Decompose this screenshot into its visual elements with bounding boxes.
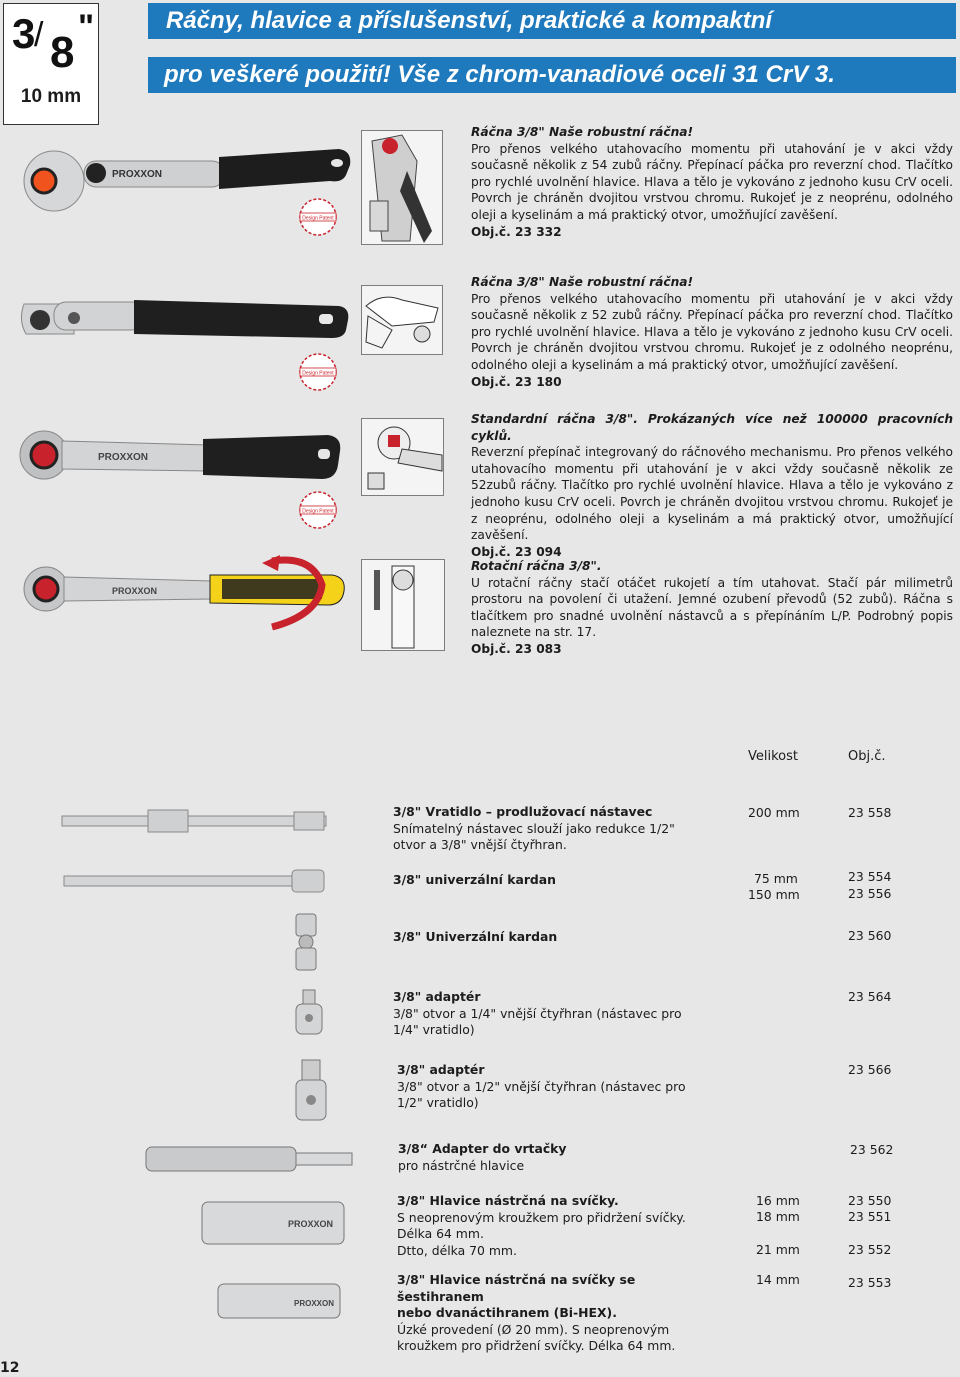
accessory-23560 bbox=[393, 929, 693, 946]
accessory-desc: Úzké provedení (Ø 20 mm). S neoprenovým kroužkem pro přidržení svíčky. Délka 64 mm. bbox=[397, 1321, 676, 1354]
product-description: Pro přenos velkého utahovacího momentu při utahování je v akci vždy současně několik z 52 zubů ráčny. Přepínací páčka pro reverzní chod. Tlačítko pro rychlé uvolnění hlavice. Hlava a tělo je vykováno z jednoho kusu CrV oceli. Povrch je chráněn dvojitou vrstvou chromu. Rukojeť je z odolného neoprénu, odolného oleji a kyselinám a má praktický otvor, umožňující zavěšení. bbox=[471, 291, 953, 372]
accessory-title: nebo dvanáctihranem (Bi-HEX). bbox=[397, 1305, 617, 1321]
size-box bbox=[3, 3, 99, 125]
svg-text:Design Patent: Design Patent bbox=[302, 508, 334, 515]
extension-kardan-image bbox=[60, 868, 328, 894]
product-title: Rotační ráčna 3/8". bbox=[471, 559, 602, 573]
order-value: 23 558 bbox=[848, 805, 892, 820]
accessory-23553 bbox=[397, 1272, 697, 1355]
size-value: 14 mm bbox=[756, 1272, 800, 1287]
title-band-2: pro veškeré použití! Vše z chrom-vanadiové oceli 31 CrV 3. bbox=[148, 57, 956, 93]
order-value: 23 554 bbox=[848, 869, 892, 884]
size-value: 150 mm bbox=[748, 887, 800, 902]
extension-bar-image bbox=[58, 808, 330, 834]
accessory-title: 3/8“ Adapter do vrtačky bbox=[398, 1141, 567, 1156]
size-mm: 10 mm bbox=[20, 86, 82, 107]
accessory-23566 bbox=[397, 1062, 697, 1112]
svg-text:Design Patent: Design Patent bbox=[302, 370, 334, 377]
ratchet-23180-image bbox=[14, 290, 354, 350]
accessory-desc: Délka 64 mm. bbox=[397, 1226, 484, 1242]
rotary-ratchet-23083-image bbox=[22, 555, 352, 635]
brand-label: PROXXON bbox=[112, 169, 163, 180]
size-inch-mark: " bbox=[78, 8, 95, 46]
accessory-desc: S neoprenovým kroužkem pro přidržení svíčky. bbox=[397, 1209, 686, 1225]
col-header-size: Velikost bbox=[748, 749, 798, 764]
accessory-desc: 3/8" otvor a 1/4" vnější čtyřhran (nástavec pro 1/4" vratidlo) bbox=[393, 1005, 682, 1038]
order-value: 23 564 bbox=[848, 989, 892, 1004]
accessory-desc: 3/8" otvor a 1/2" vnější čtyřhran (nástavec pro 1/2" vratidlo) bbox=[397, 1078, 686, 1111]
ratchet-23180-detail-image bbox=[361, 285, 443, 355]
spark-plug-socket-hex-image bbox=[214, 1280, 344, 1322]
product-23180 bbox=[471, 274, 953, 390]
product-order-no: Obj.č. 23 180 bbox=[471, 374, 562, 389]
product-title: Standardní ráčna 3/8". Prokázaných více než 100000 pracovních cyklů. bbox=[471, 412, 953, 443]
order-value: 23 562 bbox=[850, 1142, 894, 1157]
order-value: 23 553 bbox=[848, 1275, 892, 1290]
accessory-desc: Snímatelný nástavec slouží jako redukce 1/2" otvor a 3/8" vnější čtyřhran. bbox=[393, 820, 675, 853]
svg-text:Design Patent: Design Patent bbox=[302, 215, 334, 222]
accessory-title: 3/8" Univerzální kardan bbox=[393, 929, 558, 944]
product-description: Pro přenos velkého utahovacího momentu při utahování je v akci vždy současně několik z 54 zubů ráčny. Přepínací páčka pro reverzní chod. Tlačítko pro rychlé uvolnění hlavice. Hlava a tělo je vykováno z jednoho kusu CrV oceli. Povrch je chráněn dvojitou vrstvou chromu. Rukojeť je z neoprénu, odolného oleji a kyselinám a má praktický otvor, umožňující zavěšení. bbox=[471, 141, 953, 222]
size-value: 16 mm bbox=[756, 1193, 800, 1208]
title-band-1: Ráčny, hlavice a příslušenství, praktické a kompaktní bbox=[148, 3, 956, 39]
order-value: 23 551 bbox=[848, 1209, 892, 1224]
accessory-title: 3/8" univerzální kardan bbox=[393, 872, 556, 887]
product-description: Reverzní přepínač integrovaný do ráčnového mechanismu. Pro přenos velkého utahovacího momentu při utahování je v akci vždy současně několik ze 52zubů ráčny. Tlačítko pro rychlé uvolnění hlavice. Hlava a tělo je vykováno z jednoho kusu CrV oceli. Povrch je chráněn dvojitou vrstvou chromu. Rukojeť je z neoprénu, odolného oleji a kyselinám a má praktický otvor, umožňující zavěšení. bbox=[471, 445, 953, 543]
size-value: 75 mm bbox=[754, 871, 798, 886]
order-value: 23 566 bbox=[848, 1062, 892, 1077]
order-value: 23 560 bbox=[848, 928, 892, 943]
order-value: 23 552 bbox=[848, 1242, 892, 1257]
product-title: Ráčna 3/8" Naše robustní ráčna! bbox=[471, 275, 694, 289]
product-23083 bbox=[471, 558, 953, 658]
order-value: 23 550 bbox=[848, 1193, 892, 1208]
size-value: 18 mm bbox=[756, 1209, 800, 1224]
size-numerator: 3 bbox=[12, 10, 36, 57]
product-23094 bbox=[471, 411, 953, 560]
accessory-title: 3/8" Vratidlo – prodlužovací nástavec bbox=[393, 804, 653, 819]
accessory-title: 3/8" adaptér bbox=[393, 989, 481, 1004]
accessory-desc: pro nástrčné hlavice bbox=[398, 1157, 525, 1173]
adapter-image bbox=[292, 1058, 330, 1126]
size-denominator: 8 bbox=[50, 28, 75, 77]
product-order-no: Obj.č. 23 083 bbox=[471, 641, 562, 656]
rotary-ratchet-23083-detail-image bbox=[361, 559, 445, 651]
page-number: 12 bbox=[0, 1360, 20, 1376]
svg-text:PROXXON: PROXXON bbox=[294, 1299, 335, 1308]
accessory-23550 bbox=[397, 1193, 697, 1259]
universal-joint-image bbox=[286, 912, 326, 974]
accessory-23558 bbox=[393, 804, 693, 854]
accessory-23562 bbox=[398, 1141, 698, 1174]
accessory-title: 3/8" adaptér bbox=[397, 1062, 485, 1077]
ratchet-23094-detail-image bbox=[361, 418, 444, 496]
col-header-order-no: Obj.č. bbox=[848, 749, 886, 764]
accessory-23554 bbox=[393, 872, 693, 889]
adapter-image bbox=[292, 988, 326, 1038]
design-patent-badge bbox=[298, 352, 338, 392]
accessory-title: 3/8" Hlavice nástrčná na svíčky. bbox=[397, 1193, 619, 1208]
size-value: 200 mm bbox=[748, 805, 800, 820]
design-patent-badge bbox=[298, 490, 338, 530]
design-patent-badge bbox=[298, 197, 338, 237]
product-order-no: Obj.č. 23 094 bbox=[471, 544, 562, 559]
drill-adapter-image bbox=[142, 1143, 356, 1175]
product-title: Ráčna 3/8" Naše robustní ráčna! bbox=[471, 125, 694, 139]
svg-text:PROXXON: PROXXON bbox=[288, 1219, 334, 1229]
accessory-desc: Dtto, délka 70 mm. bbox=[397, 1242, 517, 1258]
accessory-23564 bbox=[393, 989, 693, 1039]
order-value: 23 556 bbox=[848, 886, 892, 901]
product-description: U rotační ráčny stačí otáčet rukojetí a tím utahovat. Stačí pár milimetrů prostoru na povolení či utažení. Jemné ozubení převodů (52 zubů). Ráčna s tlačítkem pro snadné uvolnění nástavců a s přepínáním L/P. Podrobný popis naleznete na str. 17. bbox=[471, 575, 953, 640]
spark-plug-socket-image bbox=[198, 1198, 348, 1248]
ratchet-23094-image bbox=[18, 425, 348, 491]
svg-text:PROXXON: PROXXON bbox=[98, 452, 149, 463]
size-value: 21 mm bbox=[756, 1242, 800, 1257]
ratchet-23332-detail-image bbox=[361, 130, 443, 245]
accessory-title: 3/8" Hlavice nástrčná na svíčky se šestihranem bbox=[397, 1272, 636, 1304]
size-slash: / bbox=[34, 16, 44, 54]
svg-text:PROXXON: PROXXON bbox=[112, 586, 158, 596]
product-order-no: Obj.č. 23 332 bbox=[471, 224, 562, 239]
product-23332 bbox=[471, 124, 953, 240]
